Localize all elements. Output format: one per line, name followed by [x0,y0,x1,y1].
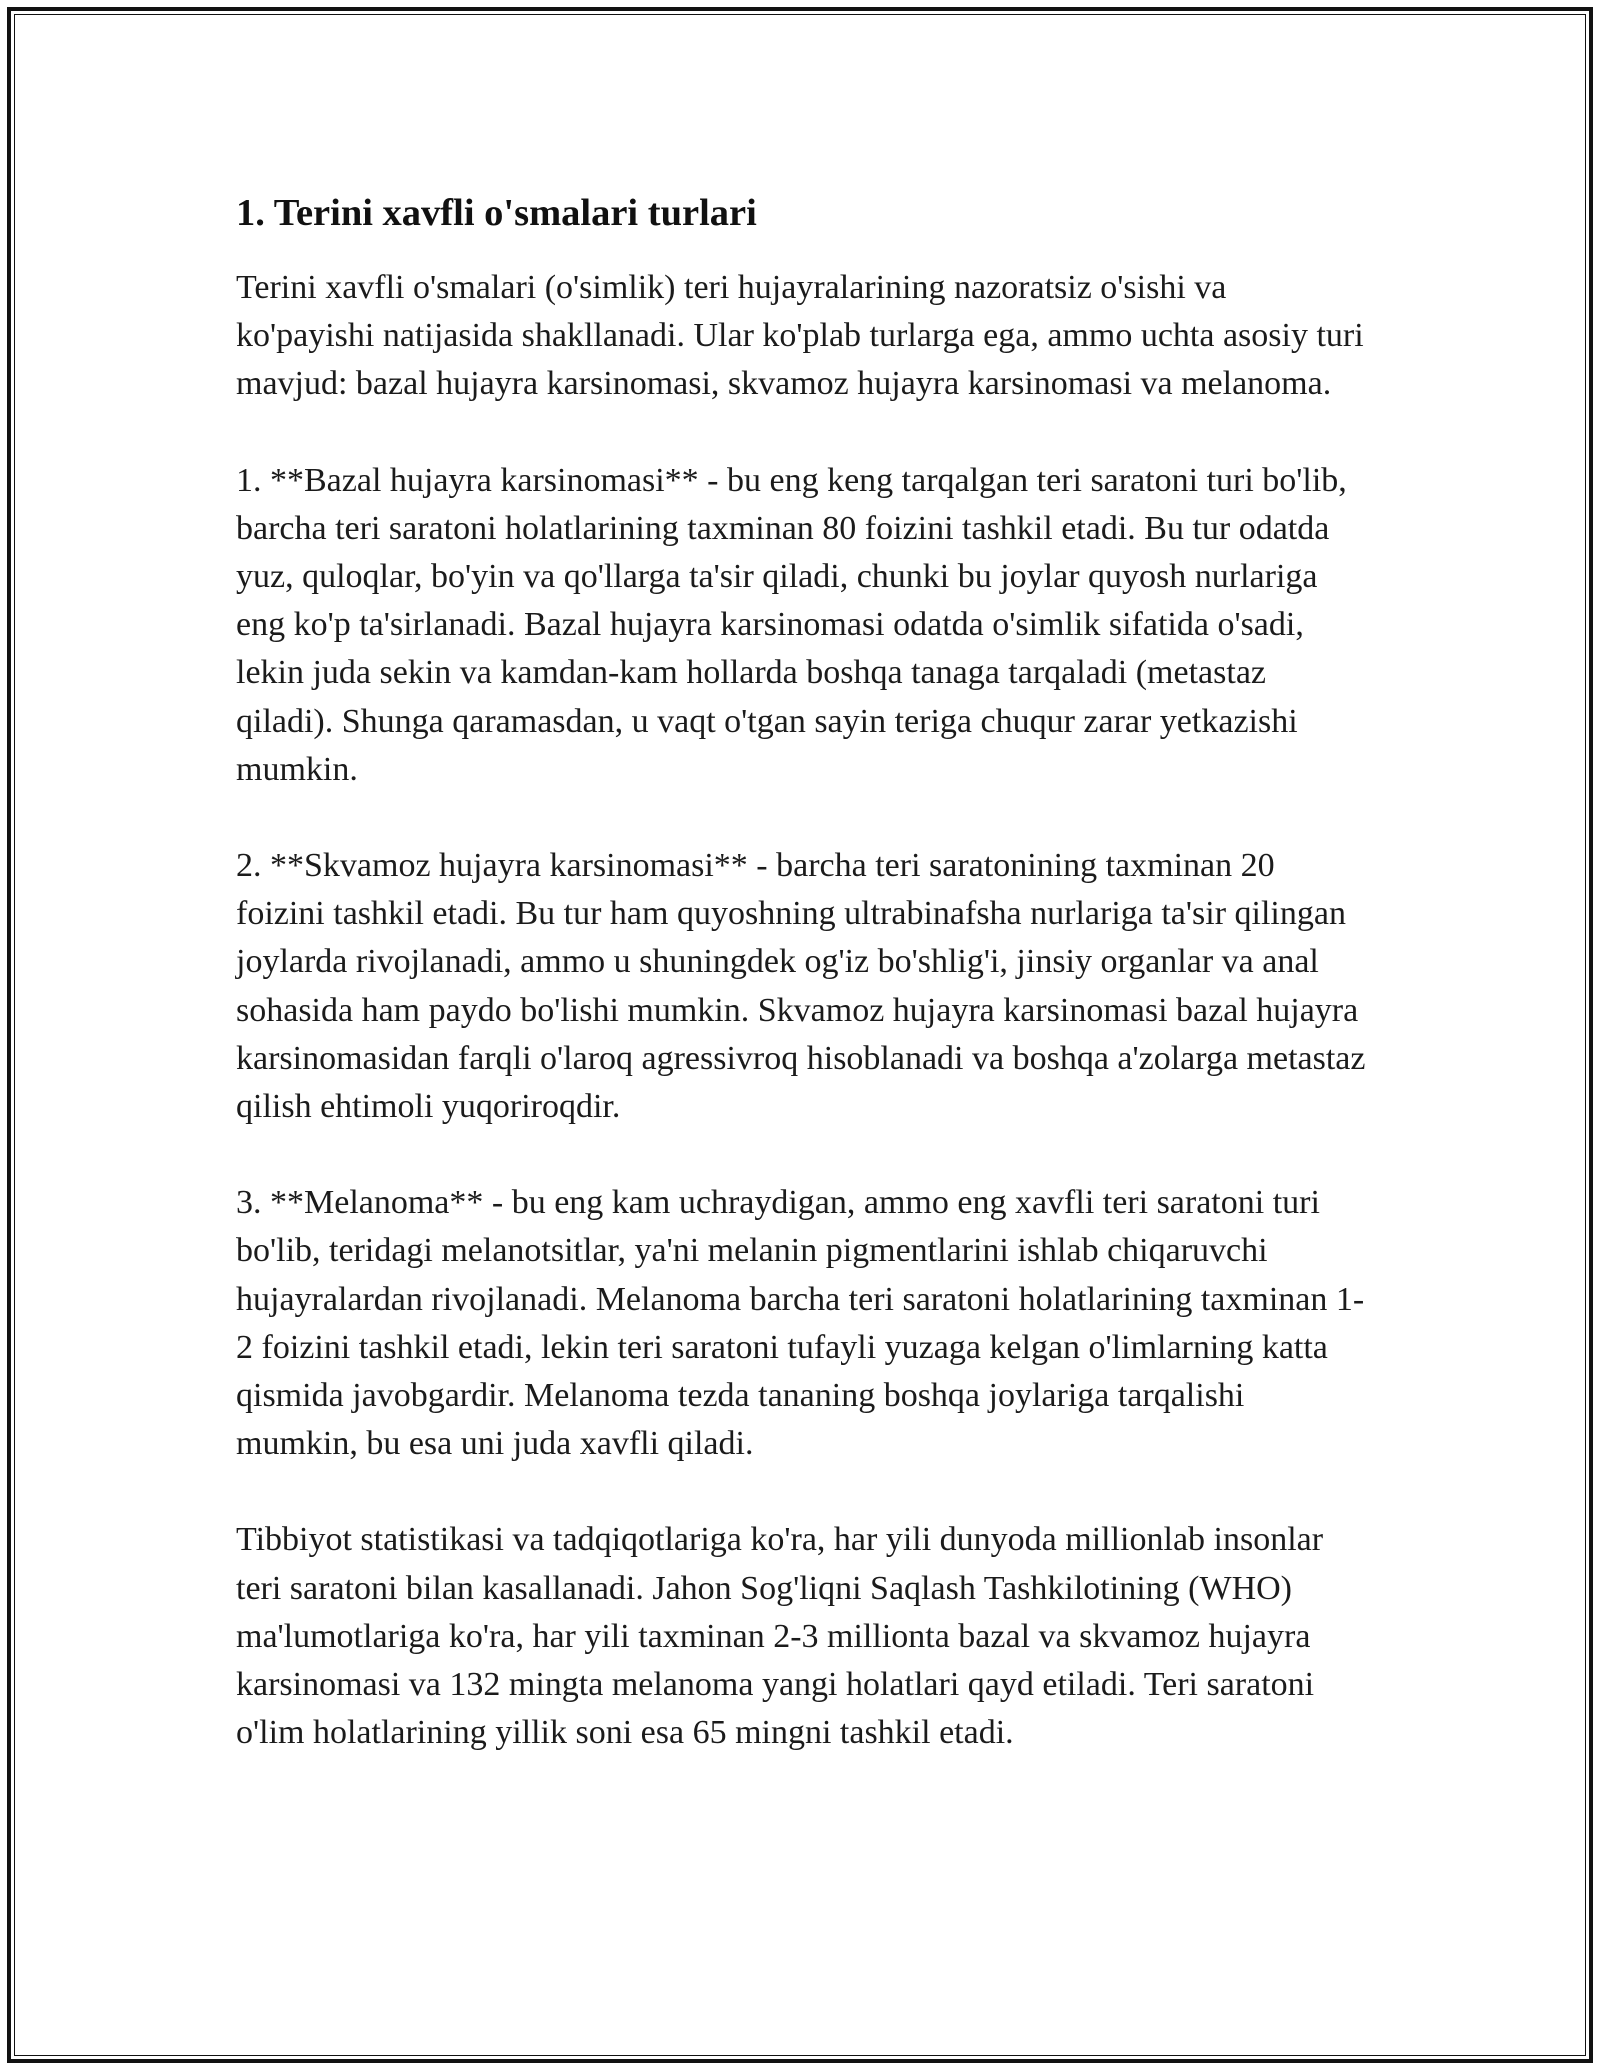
document-body [236,184,1366,1805]
basal-cell-paragraph: 1. **Bazal hujayra karsinomasi** - bu eng keng tarqalgan teri saratoni turi bo'lib, barcha teri saratoni holatlarining taxminan 80 foizini tashkil etadi. Bu tur odatda yuz, quloqlar, bo'yin va qo'llarga ta'sir qiladi, chunki bu joylar quyosh nurlariga eng ko'p ta'sirlanadi. Bazal hujayra karsinomasi odatda o'simlik sifatida o'sadi, lekin juda sekin va kamdan-kam hollarda boshqa tanaga tarqaladi (metastaz qiladi). Shunga qaramasdan, u vaqt o'tgan sayin teriga chuqur zarar yetkazishi mumkin. [236,461,1347,788]
intro-paragraph: Terini xavfli o'smalari (o'simlik) teri hujayralarining nazoratsiz o'sishi va ko'payishi natijasida shakllanadi. Ular ko'plab turlarga ega, ammo uchta asosiy turi mavjud: bazal hujayra karsinomasi, skvamoz hujayra karsinomasi va melanoma. [236,269,1364,403]
squamous-cell-paragraph: 2. **Skvamoz hujayra karsinomasi** - barcha teri saratonining taxminan 20 foizini tashkil etadi. Bu tur ham quyoshning ultrabinafsha nurlariga ta'sir qilingan joylarda rivojlanadi, ammo u shuningdek og'iz bo'shlig'i, jinsiy organlar va anal sohasida ham paydo bo'lishi mumkin. Skvamoz hujayra karsinomasi bazal hujayra karsinomasidan farqli o'laroq agressivroq hisoblanadi va boshqa a'zolarga metastaz qilish ehtimoli yuqoriroqdir. [236,847,1366,1126]
melanoma-paragraph: 3. **Melanoma** - bu eng kam uchraydigan, ammo eng xavfli teri saratoni turi bo'lib, teridagi melanotsitlar, ya'ni melanin pigmentlarini ishlab chiqaruvchi hujayralardan rivojlanadi. Melanoma barcha teri saratoni holatlarining taxminan 1-2 foizini tashkil etadi, lekin teri saratoni tufayli yuzaga kelgan o'limlarning katta qismida javobgardir. Melanoma tezda tananing boshqa joylariga tarqalishi mumkin, bu esa uni juda xavfli qiladi. [236,1184,1365,1463]
statistics-paragraph: Tibbiyot statistikasi va tadqiqotlariga ko'ra, har yili dunyoda millionlab insonlar teri saratoni bilan kasallanadi. Jahon Sog'liqni Saqlash Tashkilotining (WHO) ma'lumotlariga ko'ra, har yili taxminan 2-3 millionta bazal va skvamoz hujayra karsinomasi va 132 mingta melanoma yangi holatlari qayd etiladi. Teri saratoni o'lim holatlarining yillik soni esa 65 mingni tashkil etadi. [236,1521,1324,1752]
section-heading: 1. Terini xavfli o'smalari turlari [236,192,757,234]
